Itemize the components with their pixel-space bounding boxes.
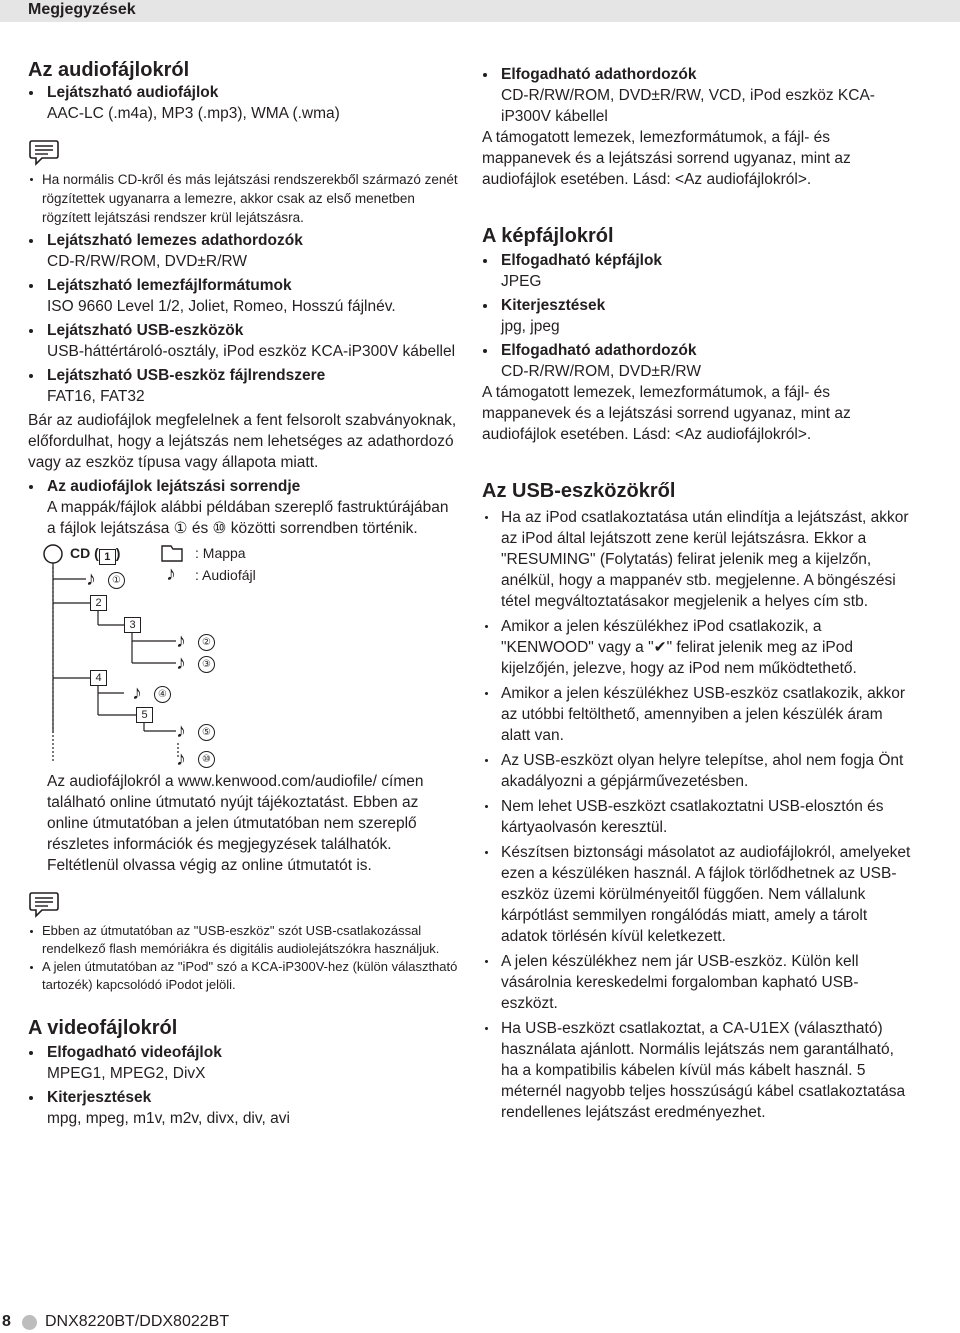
list-item: Amikor a jelen készülékhez iPod csatlakozik, a "KENWOOD" vagy a "✔" felirat jelenik meg az iPod kijelzőjén, jelezve, hogy az iPod nem működtethető. (482, 616, 912, 679)
right-column (482, 64, 912, 1123)
image-accepted-value: JPEG (501, 273, 542, 290)
file-note-icon: ♪ (176, 630, 186, 652)
header-title: Megjegyzések (28, 1, 136, 18)
media-heading: Lejátszható lemezes adathordozók (28, 230, 458, 251)
file-note-icon: ♪ (176, 652, 186, 674)
order-heading: Az audiofájlok lejátszási sorrendje (28, 476, 458, 497)
playable-files-value: AAC-LC (.m4a), MP3 (.mp3), WMA (.wma) (47, 105, 340, 122)
video-ext-value: mpg, mpeg, m1v, m2v, divx, div, avi (47, 1110, 290, 1127)
legend-file: : Audiofájl (195, 567, 256, 583)
file-note-icon: ♪ (176, 748, 186, 770)
folder-2: 2 (90, 595, 107, 611)
video-ext-heading: Kiterjesztések (28, 1087, 458, 1108)
list-item: Az USB-eszközt olyan helyre telepítse, ahol nem fogja Önt akadályozni a gépjárművezetésben. (482, 750, 912, 792)
file-1: ① (108, 572, 125, 589)
folder-tree-diagram (28, 543, 458, 770)
image-ext-heading: Kiterjesztések (482, 295, 912, 316)
video-media-value: CD-R/RW/ROM, DVD±R/RW, VCD, iPod eszköz KCA-iP300V kábellel (501, 87, 875, 125)
online-manual-paragraph: Az audiofájlokról a www.kenwood.com/audiofile/ címen található online útmutató nyújt tájékoztatást. Ebben az online útmutatóban a jelen útmutatóban nem szereplő részletes információk és megjegyzések találhatók. Feltétlenül olvassa végig az online útmutatót is. (47, 773, 424, 874)
image-accepted-heading: Elfogadható képfájlok (482, 250, 912, 271)
formats-heading: Lejátszható lemezfájlformátumok (28, 275, 458, 296)
file-2: ② (198, 634, 215, 651)
page-number: 8 (2, 1313, 11, 1330)
list-item: A jelen készülékhez nem jár USB-eszköz. Külön kell vásárolnia kereskedelmi forgalomban kapható USB-eszközt. (482, 951, 912, 1014)
compat-paragraph: Bár az audiofájlok megfelelnek a fent felsorolt szabványoknak, előfordulhat, hogy a lejátszás nem lehetséges az adathordozó vagy az eszköz típusa vagy állapota miatt. (28, 412, 457, 471)
image-media-value: CD-R/RW/ROM, DVD±R/RW (501, 363, 701, 380)
folder-4: 4 (90, 670, 107, 686)
usb-devices-heading: Lejátszható USB-eszközök (28, 320, 458, 341)
image-paragraph: A támogatott lemezek, lemezformátumok, a fájl- és mappanevek és a lejátszási sorrend ugyanaz, mint az audiofájlok esetében. Lásd: <Az audiofájlokról>. (482, 384, 851, 443)
left-column (28, 58, 458, 1129)
formats-value: ISO 9660 Level 1/2, Joliet, Romeo, Hosszú fájlnév. (47, 298, 396, 315)
video-media-paragraph: A támogatott lemezek, lemezformátumok, a fájl- és mappanevek és a lejátszási sorrend ugyanaz, mint az audiofájlok esetében. Lásd: <Az audiofájlokról>. (482, 129, 851, 188)
playable-files-heading: Lejátszható audiofájlok (28, 82, 458, 103)
file-10: ⑩ (198, 751, 215, 768)
image-media-heading: Elfogadható adathordozók (482, 340, 912, 361)
file-5: ⑤ (198, 724, 215, 741)
image-section-title: A képfájlokról (482, 225, 614, 247)
list-item: Ha az iPod csatlakoztatása után elindítja a lejátszást, akkor az iPod által lejátszott zene kerül lejátszásra. Ekkor a "RESUMING" (Folytatás) felirat jelenik meg a kijelzőn, anélkül, hogy a mappanév stb. megjelenne. A böngészési tétel megváltoztatásakor megjelenik a helyes cím stb. (482, 507, 912, 612)
video-accepted-value: MPEG1, MPEG2, DivX (47, 1065, 206, 1082)
folder-3: 3 (124, 617, 141, 633)
list-item: Ha USB-eszközt csatlakoztat, a CA-U1EX (választható) használata ajánlott. Normális lejátszás nem garantálható, ha a kompatibilis kábelen kívül más kábelt használ. 5 méternél nagyobb teljes hosszúságú kábel csatlakoztatása rendellenes lejátszást eredményezhet. (482, 1018, 912, 1123)
video-media-heading: Elfogadható adathordozók (482, 64, 912, 85)
file-note-icon: ♪ (132, 682, 142, 704)
usb-section-title: Az USB-eszközökről (482, 480, 676, 502)
model-name: DNX8220BT/DDX8022BT (45, 1313, 230, 1330)
note-icon (28, 138, 60, 166)
note-icon (28, 890, 60, 918)
tree-root-label: CD ( 1 ) (70, 545, 121, 563)
media-value: CD-R/RW/ROM, DVD±R/RW (47, 253, 247, 270)
legend-folder: : Mappa (195, 545, 246, 561)
file-4: ④ (154, 686, 171, 703)
order-value: A mappák/fájlok alábbi példában szereplő fastruktúrájában a fájlok lejátszása ① és ⑩ közötti sorrendben történik. (47, 499, 449, 537)
note-text: Ha normális CD-kről és más lejátszási rendszerekből származó zenét rögzítettek ugyanarra a lemezre, akkor csak az első menetben rögzített lejátszási rendszer krül lejátszásra. (28, 170, 458, 227)
file-3: ③ (198, 656, 215, 673)
usb-fs-value: FAT16, FAT32 (47, 388, 145, 405)
usb-fs-heading: Lejátszható USB-eszköz fájlrendszere (28, 365, 458, 386)
list-item: Készítsen biztonsági másolatot az audiofájlokról, amelyeket ezen a készüléken használ. A fájlok törlődhetnek az USB-eszköz üzemi körülményeitől függően. Nem vállalunk kárpótlást semmilyen rongálódás miatt, amely a tárolt adatok törlésén kívül keletkezett. (482, 842, 912, 947)
audio-section-title: Az audiofájlokról (28, 59, 190, 81)
list-item: Nem lehet USB-eszközt csatlakoztatni USB-elosztón és kártyaolvasón keresztül. (482, 796, 912, 838)
usb-list (482, 507, 912, 1123)
file-note-icon: ♪ (86, 568, 96, 590)
video-section-title: A videofájlokról (28, 1017, 178, 1039)
legend-note-icon: ♪ (166, 563, 176, 585)
usb-devices-value: USB-háttértároló-osztály, iPod eszköz KCA-iP300V kábellel (47, 343, 456, 360)
file-note-icon: ♪ (176, 720, 186, 742)
list-item: Amikor a jelen készülékhez USB-eszköz csatlakozik, akkor az utóbbi feltölthető, amennyiben a jelen készülék áram alatt van. (482, 683, 912, 746)
folder-5: 5 (136, 707, 153, 723)
note-ipod: A jelen útmutatóban az "iPod" szó a KCA-iP300V-hez (külön választható tartozék) kapcsolódó iPodot jelöli. (28, 958, 458, 994)
page-header (0, 0, 960, 22)
footer-dot-icon (22, 1315, 37, 1330)
note-usb-device: Ebben az útmutatóban az "USB-eszköz" szót USB-csatlakozással rendelkező flash memóriákra és digitális audiolejátszókra használjuk. (28, 922, 458, 958)
video-accepted-heading: Elfogadható videofájlok (28, 1042, 458, 1063)
image-ext-value: jpg, jpeg (501, 318, 560, 335)
